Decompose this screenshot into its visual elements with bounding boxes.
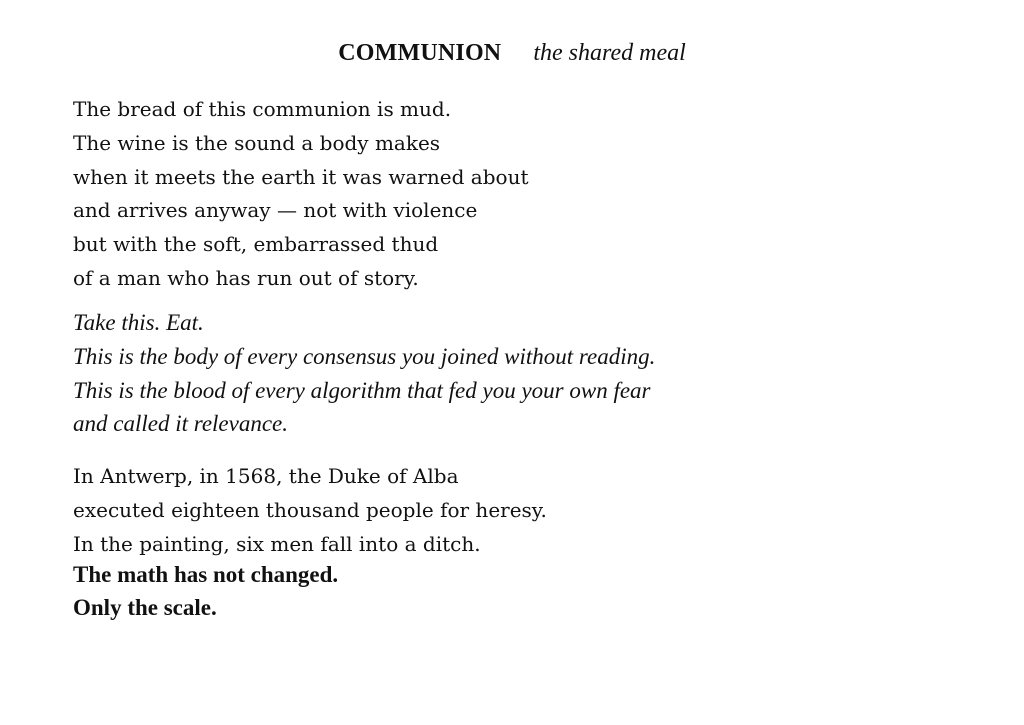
stanza-3 [73,459,973,561]
poem-line: and called it relevance. [73,411,289,437]
poem-line: In Antwerp, in 1568, the Duke of Alba [73,464,459,488]
poem-line: The wine is the sound a body makes [73,130,441,155]
title-subtitle: the shared meal [533,40,686,66]
poem-line: In the painting, six men fall into a ditch. [73,532,481,556]
stanza-1 [73,93,973,296]
poem-line: and arrives anyway — not with violence [73,198,478,223]
poem-line: when it meets the earth it was warned about [73,164,529,189]
poem-line: Only the scale. [73,595,217,620]
poem-line: The bread of this communion is mud. [73,97,452,121]
poem-line: Take this. Eat. [73,310,204,335]
poem-line: This is the blood of every algorithm that fed you your own fear [73,377,651,403]
poem-line: of a man who has run out of story. [73,265,419,290]
poem-line: executed eighteen thousand people for heresy. [73,498,547,522]
stanza-4 [73,558,973,624]
poem-line: This is the body of every consensus you joined without reading. [73,343,656,369]
poem-line: but with the soft, embarrassed thud [73,232,439,257]
stanza-2 [73,306,973,441]
poem-line: The math has not changed. [73,562,339,587]
title-main: COMMUNION [338,40,502,66]
poem-title [0,40,1024,67]
